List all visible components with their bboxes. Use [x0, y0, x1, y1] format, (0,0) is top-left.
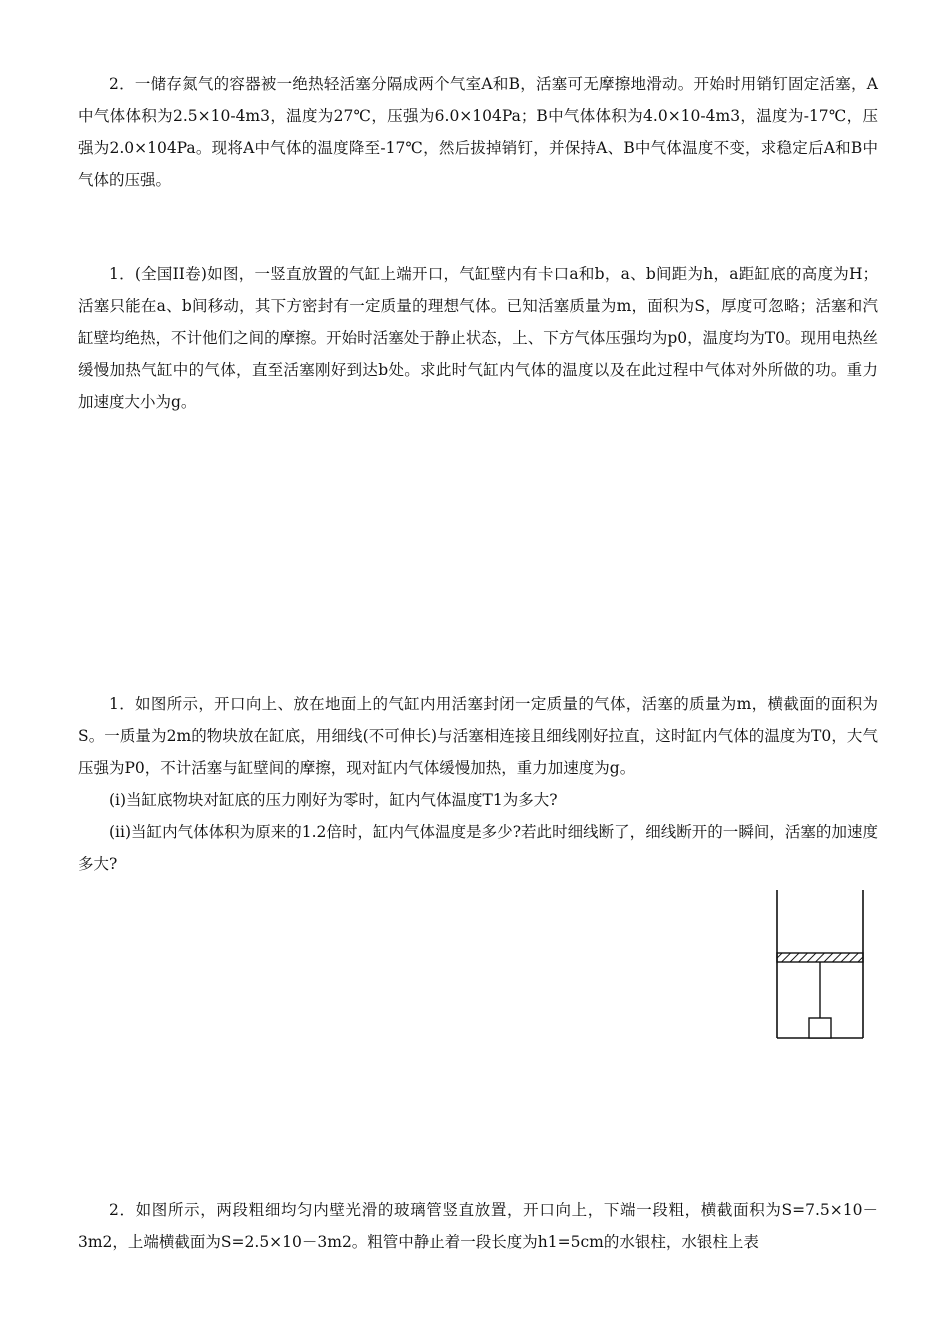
problem-cylinder-block	[78, 688, 878, 880]
problem-text: 2．一储存氮气的容器被一绝热轻活塞分隔成两个气室A和B，活塞可无摩擦地滑动。开始时用销钉固定活塞，A中气体体积为2.5×10-4m3，温度为27℃，压强为6.0×104Pa；B中气体体积为4.0×10-4m3，温度为-17℃，压强为2.0×104Pa。现将A中气体的温度降至-17℃，然后拔掉销钉，并保持A、B中气体温度不变，求稳定后A和B中气体的压强。	[78, 75, 878, 189]
sub-question-i: (i)当缸底物块对缸底的压力刚好为零时，缸内气体温度T1为多大?	[109, 791, 558, 809]
problem-text: 2．如图所示，两段粗细均匀内壁光滑的玻璃管竖直放置，开口向上，下端一段粗，横截面积为S=7.5×10－3m2，上端横截面为S=2.5×10－3m2。粗管中静止着一段长度为h1=5cm的水银柱，水银柱上表	[78, 1201, 878, 1251]
problem-text: 1．(全国II卷)如图，一竖直放置的气缸上端开口，气缸壁内有卡口a和b，a、b间距为h，a距缸底的高度为H；活塞只能在a、b间移动，其下方密封有一定质量的理想气体。已知活塞质量为m，面积为S，厚度可忽略；活塞和汽缸壁均绝热，不计他们之间的摩擦。开始时活塞处于静止状态，上、下方气体压强均为p0，温度均为T0。现用电热丝缓慢加热气缸中的气体，直至活塞刚好到达b处。求此时气缸内气体的温度以及在此过程中气体对外所做的功。重力加速度大小为g。	[78, 265, 878, 411]
problem-glass-tube	[78, 1194, 878, 1258]
block	[809, 1018, 831, 1038]
sub-question-ii: (ii)当缸内气体体积为原来的1.2倍时，缸内气体温度是多少?若此时细线断了，细线断开的一瞬间，活塞的加速度多大?	[78, 823, 878, 873]
cylinder-piston-figure	[770, 888, 870, 1040]
piston	[777, 953, 863, 962]
problem-nitrogen-container	[78, 68, 878, 196]
problem-cylinder-stops	[78, 258, 878, 418]
problem-text: 1．如图所示，开口向上、放在地面上的气缸内用活塞封闭一定质量的气体，活塞的质量为m，横截面的面积为S。一质量为2m的物块放在缸底，用细线(不可伸长)与活塞相连接且细线刚好拉直，这时缸内气体的温度为T0，大气压强为P0，不计活塞与缸壁间的摩擦，现对缸内气体缓慢加热，重力加速度为g。	[78, 695, 878, 777]
